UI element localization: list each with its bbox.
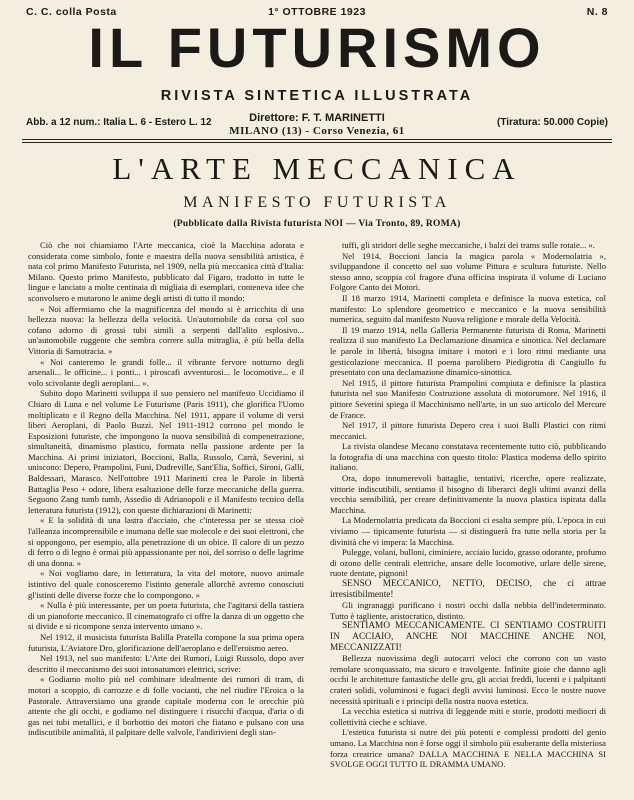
- paragraph: Il 18 marzo 1914, Marinetti completa e definisce la nuova estetica, col manifesto: Lo splendore geometrico e meccanico e la nuova sensibilità numerica, seguito dal manifesto Nuova religione e morale della Velocità.: [330, 292, 606, 325]
- paragraph: La vecchia estetica si nutriva di leggende miti e storie, prodotti mediocri di collettività cieche e schiave.: [330, 706, 606, 727]
- subscription-info: Abb. a 12 num.: Italia L. 6 - Estero L. 12: [26, 117, 212, 128]
- issue-date: 1° OTTOBRE 1923: [268, 6, 366, 18]
- paragraph: L'estetica futurista si nutre dei più potenti e complessi prodotti del genio umano. La Macchina non è forse oggi il simbolo più esuberante della misteriosa forza creatrice umana? DALLA MACCHINA E NELLA MACCHINA SI SVOLGE OGGI TUTTO IL DRAMMA UMANO.: [330, 727, 606, 770]
- director: Direttore: F. T. MARINETTI: [249, 112, 385, 124]
- address: MILANO (13) - Corso Venezia, 61: [229, 125, 405, 137]
- paragraph: Nel 1912, il musicista futurista Balilla Pratella compone la sua prima opera futurista, L'Aviatore Dro, glorificazione dell'aeroplano e dell'eroismo aereo.: [28, 631, 304, 653]
- paragraph: Ora, dopo innumerevoli battaglie, tentativi, ricerche, opere realizzate, vittorie indiscutibili, sentiamo il bisogno di liberarci degli ultimi avanzi della vecchia sensibilità, per creare definitivamente la nuova plastica ispirata dalla Macchina.: [330, 473, 606, 515]
- header-rule: [22, 139, 612, 140]
- paragraph: Bellezza nuovissima degli autocarri veloci che corrono con un vasto remolare sconquassato, ma sicuro e travolgente. Infinite gioie che danno agli occhi le architetture fantastiche delle gru, gli acciai freddi, lucenti e i palpitanti crateri solidi, voluminosi e fugaci degli avvisi luminosi. Ecco le nostre nuove necessità spirituali e i principi della nostra nuova estetica.: [330, 653, 606, 706]
- paragraph: Pulegge, volani, bulloni, ciminiere, acciaio lucido, grasso odorante, profumo di ozono delle centrali elettriche, ansare delle locomotive, urlare delle sirene, ruote dentate, pignoni!: [330, 547, 606, 579]
- paragraph: SENTIAMO MECCANICAMENTE. CI SENTIAMO COSTRUITI IN ACCIAIO, ANCHE NOI MACCHINE ANCHE NOI, MECCANIZZATI!: [330, 621, 606, 653]
- paragraph: Il 19 marzo 1914, nella Galleria Permanente futurista di Roma, Marinetti realizza il suo manifesto La Declamazione dinamica e sinottica. Nel declamare le parole in libertà, bisogna imitare i motori e i loro ritmi mediante una gesticolazione meccanica. Il poema parolibero Piedigrotta di Cangiullo fu presentato con una declamazione dinamico-sinottica.: [330, 324, 606, 378]
- paragraph: Nel 1917, il pittore futurista Depero crea i suoi Balli Plastici con ritmi meccanici.: [330, 420, 606, 441]
- paragraph: Nel 1913, nel suo manifesto: L'Arte dei Rumori, Luigi Russolo, dopo aver descritto il meccanismo dei suoi intonatumori elettrici, scrive:: [28, 653, 304, 674]
- left-column: [28, 240, 304, 738]
- paragraph: « Nulla è più interessante, per un poeta futurista, che l'agitarsi della tastiera di un pianoforte meccanico. Il cinematografo ci offre la danza di un oggetto che si divide e si ricompone senza intervento umano ».: [28, 600, 304, 632]
- article-source: (Pubblicato dalla Rivista futurista NOI — Via Tronto, 89, ROMA): [173, 219, 461, 229]
- paragraph: Ciò che noi chiamiamo l'Arte meccanica, cioè la Macchina adorata e considerata come simbolo, fonte e maestra della nuova sensibilità artistica, è nata col primo Manifesto Futurista, nel 1909, nella più meccanica città d'Italia: Milano. Questo primo Manifesto, pubblicato dal Figaro, tradotto in tutte le lingue e lanciato a molte centinaia di migliaia di esemplari, conteneva idee che sconvolsero e mutarono le anime degli artisti di tutto il mondo:: [28, 240, 304, 303]
- right-column: [330, 240, 606, 770]
- paragraph: « Godiamo molto più nel combinare idealmente dei rumori di tram, di motori a scoppio, di carrozze e di folle vocianti, che nel riudire l'Eroica o la Pastorale. Attraversiamo una grande capitale moderna con le orecchie più attente che gli occhi, e godiamo nel distinguere i risucchi d'acqua, d'aria o di gas nei tubi metallici, e il borbottio dei motori che fiatano e pulsano con una indiscutibile animalità, il palpitare delle valvole, l'andirivieni degli stan-: [28, 674, 304, 738]
- circulation: (Tiratura: 50.000 Copie): [497, 117, 608, 128]
- header-rule-thin: [22, 142, 612, 143]
- article-title: L'ARTE MECCANICA: [112, 151, 522, 186]
- paragraph: Subito dopo Marinetti sviluppa il suo pensiero nel manifesto Uccidiamo il Chiaro di Luna e nel volume Le Futurisme (Paris 1911), che glorifica l'Uomo moltiplicato e il Regno della Macchina. Nel 1911, appare il volume di versi liberi Aeroplani, di Paolo Buzzi. Nel 1911-1912 corrono pel mondo le Esposizioni futuriste, che impongono la nuova sensibilità di compenetrazione, simultaneità, dinamismo plastico, formata nella passione ardente per la Macchina. Ai primi iniziatori, Boccioni, Balla, Russolo, Carrà, Severini, si uniscono: Depero, Prampolini, Funi, Dudreville, Sant'Elia, Soffici, Sironi, Galli, Baldessari, Marasco. Nell'ottobre 1911 Marinetti crea le Parole in libertà Battaglia Peso + odore, libera esaltazione delle forze meccaniche della guerra. Seguono Zang tumb tumb, Assedio di Adrianopoli e il Manifesto tecnico della letteratura futurista (1912), con queste dichiarazioni di Marinetti:: [28, 388, 304, 515]
- paragraph: Nel 1915, il pittore futurista Prampolini compiuta e definisce la plastica futurista nel suo Manifesto Costruzione assoluta di motorumore. Nel 1916, il pittore Severini spiega il Macchinismo nell'arte, in un suo articolo del Mercure de France.: [330, 377, 606, 420]
- issue-number: N. 8: [586, 6, 608, 18]
- masthead-subtitle: RIVISTA SINTETICA ILLUSTRATA: [160, 88, 474, 104]
- paragraph: « Noi vogliamo dare, in letteratura, la vita del motore, nuovo animale istintivo del quale conosceremo l'istinto generale allorchè avremo conosciuti gl'istinti delle diverse forze che lo compongono. »: [28, 568, 304, 600]
- paragraph: « E la solidità di una lastra d'acciaio, che c'interessa per se stessa cioè l'alleanza incomprensibile e inumana delle sue molecole e dei suoi elettroni, che si oppongono, per esempio, alla penetrazione di un obice. Il calore di un pezzo di ferro o di legno è ormai più appassionante per noi, del sorriso o delle lagrime di una donna. »: [28, 515, 304, 568]
- paragraph: La Modernolatria predicata da Boccioni ci esalta sempre più. L'epoca in cui viviamo — tipicamente futurista — si distinguerà fra tutte nella storia per la divinità che vi impera: la Macchina.: [330, 515, 606, 547]
- paragraph: Gli ingranaggi purificano i nostri occhi dalla nebbia dell'indeterminato. Tutto è tagliente, aristocratico, distinto.: [330, 600, 606, 621]
- paragraph: « Noi affermiamo che la magnificenza del mondo si è arricchita di una bellezza nuova: la bellezza della velocità. Un'automobile da corsa col suo cofano adorno di grossi tubi simili a serpenti dall'alito esplosivo... un'automobile ruggente che sembra correre sulla mitraglia, è più bella della Vittoria di Samotracia. »: [28, 303, 304, 356]
- paragraph: La rivista olandese Mecano constatava recentemente tutto ciò, pubblicando la fotografia di una macchina con questo titolo: Plastica moderna dello spirito italiano.: [330, 441, 606, 473]
- paragraph: « Noi canteremo le grandi folle... il vibrante fervore notturno degli arsenali... le officine... i ponti... i piroscafi avventurosi... le locomotive... e il volo scivolante degli aeroplani... ».: [28, 356, 304, 388]
- article-subtitle: MANIFESTO FUTURISTA: [183, 194, 451, 211]
- paragraph: SENSO MECCANICO, NETTO, DECISO, che ci attrae irresistibilmente!: [330, 579, 606, 600]
- paragraph: tuffi, gli stridori delle seghe meccaniche, i balzi dei trams sulle rotaie... ».: [342, 240, 595, 250]
- postal-note: C. C. colla Posta: [26, 6, 117, 18]
- masthead: IL FUTURISMO: [88, 16, 546, 79]
- paragraph: Nel 1914, Boccioni lancia la magica parola « Modernolatria », sviluppandone il concetto nel suo volume Pittura e scultura futuriste. Nello stesso anno, scoppia col fragore d'una officina inspirata il volume di Luciano Folgore Canto dei Motori.: [330, 250, 606, 293]
